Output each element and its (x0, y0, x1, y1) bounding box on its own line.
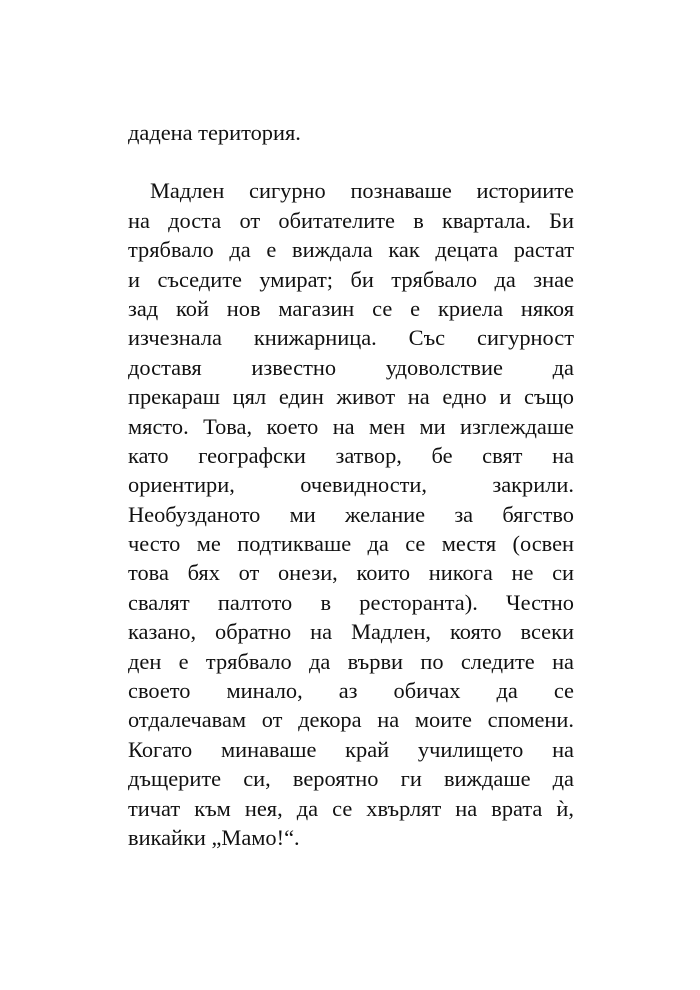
text-line: като географски затвор, бе свят на (128, 442, 574, 468)
paragraph-1 (128, 118, 574, 147)
text-line: изчезнала книжарница. Със сигурност (128, 325, 574, 351)
text-line: отдалечавам от декора на моите спомени. (128, 707, 574, 733)
text-line: Мадлен сигурно познаваше историите (150, 178, 574, 204)
text-line: Когато минаваше край училището на (128, 736, 574, 762)
text-line: ден е трябвало да върви по следите на (128, 648, 574, 674)
text-line: доставя известно удоволствие да (128, 354, 574, 380)
text-line: Необузданото ми желание за бягство (128, 501, 574, 527)
paragraph-2 (128, 176, 574, 852)
text-line: викайки „Мамо!“. (128, 824, 300, 850)
text-line: дадена територия. (128, 120, 301, 145)
text-line: прекараш цял един живот на едно и също (128, 384, 574, 410)
paragraph-spacer (128, 147, 574, 176)
text-line: своето минало, аз обичах да се (128, 678, 574, 704)
text-line: място. Това, което на мен ми изглеждаше (128, 413, 574, 439)
text-line: често ме подтикваше да се местя (освен (128, 531, 574, 557)
text-line: дъщерите си, вероятно ги виждаше да (128, 766, 574, 792)
text-line: ориентири, очевидности, закрили. (128, 472, 574, 498)
text-line: трябвало да е виждала как децата растат (128, 237, 574, 263)
text-line: свалят палтото в ресторанта). Честно (128, 589, 574, 615)
text-line: зад кой нов магазин се е криела някоя (128, 295, 574, 321)
text-line: това бях от онези, които никога не си (128, 560, 574, 586)
text-line: и съседите умират; би трябвало да знае (128, 266, 574, 292)
text-line: тичат към нея, да се хвърлят на врата ѝ, (128, 795, 574, 821)
text-line: на доста от обитателите в квартала. Би (128, 207, 574, 233)
body-text (128, 118, 574, 852)
text-line: казано, обратно на Мадлен, която всеки (128, 619, 574, 645)
